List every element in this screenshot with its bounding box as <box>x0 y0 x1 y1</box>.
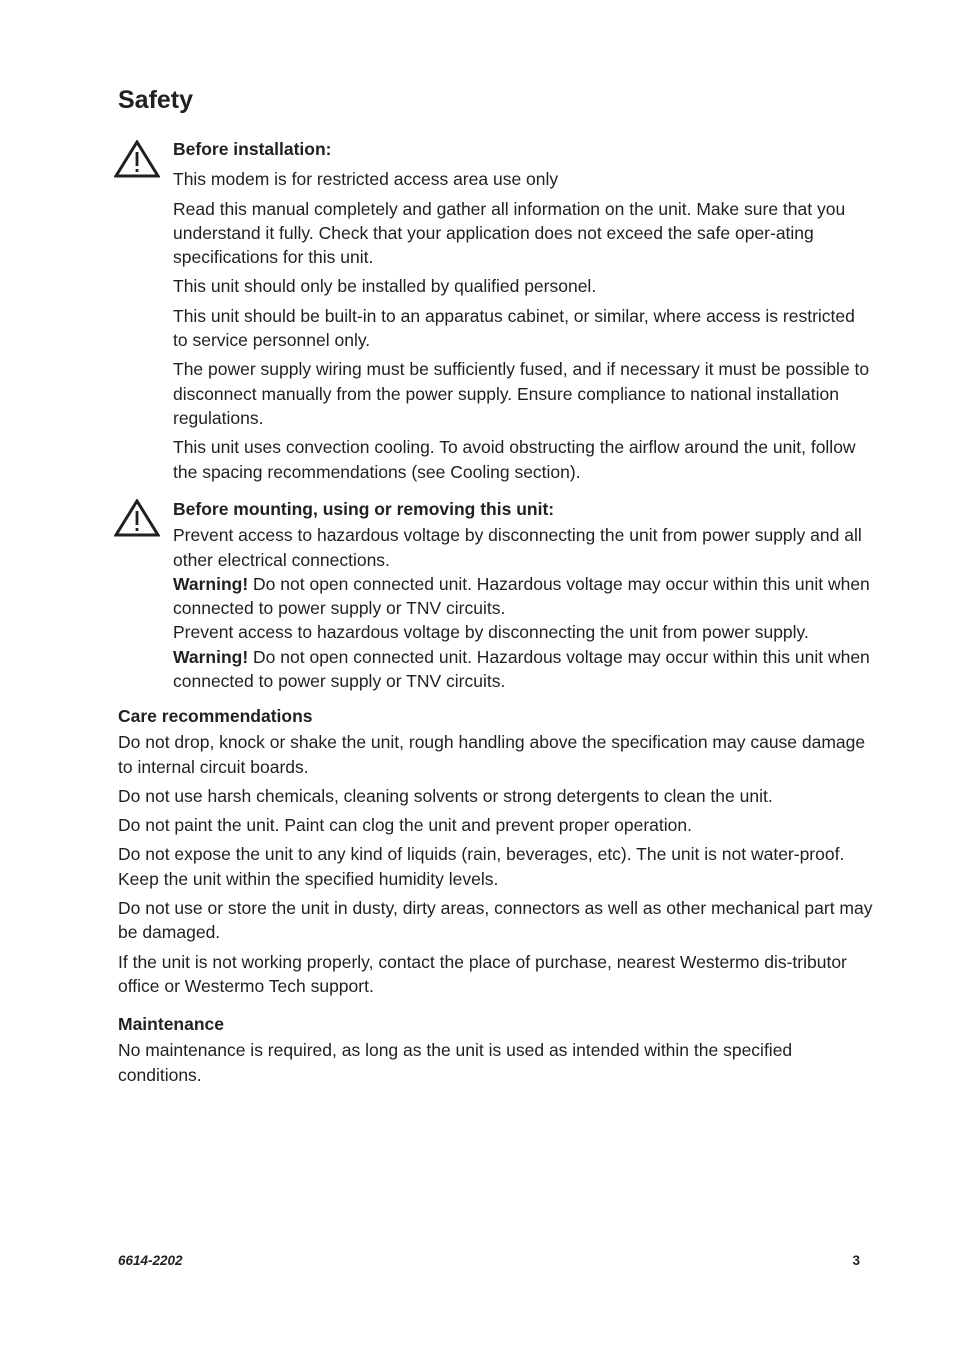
before-mounting-block <box>173 497 873 693</box>
care-section <box>118 704 873 1003</box>
paragraph: Prevent access to hazardous voltage by disconnecting the unit from power supply and all other electrical connections. <box>173 525 862 570</box>
paragraph: The power supply wiring must be sufficiently fused, and if necessary it must be possible to disconnect manually from the power supply. Ensure compliance to national installation regulations. <box>173 359 870 428</box>
warning-paragraph <box>173 572 873 621</box>
doc-number: 6614-2202 <box>118 1253 183 1268</box>
maintenance-heading: Maintenance <box>118 1014 224 1034</box>
warning-triangle-icon <box>114 499 160 537</box>
paragraph: No maintenance is required, as long as the unit is used as intended within the specified conditions. <box>118 1040 793 1085</box>
maintenance-section <box>118 1012 873 1092</box>
paragraph: Do not use or store the unit in dusty, dirty areas, connectors as well as other mechanical part may be damaged. <box>118 898 873 943</box>
paragraph: Do not drop, knock or shake the unit, rough handling above the specification may cause damage to internal circuit boards. <box>118 732 866 777</box>
paragraph: This modem is for restricted access area use only <box>173 169 559 190</box>
paragraph: Prevent access to hazardous voltage by disconnecting the unit from power supply. <box>173 622 809 643</box>
paragraph: If the unit is not working properly, contact the place of purchase, nearest Westermo dis-tributor office or Westermo Tech support. <box>118 951 847 996</box>
page-title: Safety <box>118 86 194 114</box>
page-number: 3 <box>852 1253 860 1268</box>
paragraph: Do not expose the unit to any kind of liquids (rain, beverages, etc). The unit is not water-proof. Keep the unit within the specified humidity levels. <box>118 844 845 889</box>
warning-triangle-icon <box>114 140 160 178</box>
paragraph: Do not use harsh chemicals, cleaning solvents or strong detergents to clean the unit. <box>118 785 773 806</box>
paragraph: This unit should only be installed by qualified personel. <box>173 276 597 297</box>
warning-label: Warning! <box>173 573 249 594</box>
before-installation-heading: Before installation: <box>173 139 332 159</box>
paragraph: Do not paint the unit. Paint can clog the unit and prevent proper operation. <box>118 815 692 836</box>
paragraph: Read this manual completely and gather all information on the unit. Make sure that you understand it fully. Check that your application does not exceed the safe oper-ating specifications for this unit. <box>173 198 846 268</box>
before-mounting-heading: Before mounting, using or removing this unit: <box>173 499 555 519</box>
paragraph: This unit should be built-in to an apparatus cabinet, or similar, where access is restricted to service personnel only. <box>173 305 855 351</box>
care-heading: Care recommendations <box>118 706 313 726</box>
warning-paragraph <box>173 645 873 694</box>
warning-label: Warning! <box>173 646 249 667</box>
before-installation-block <box>173 137 873 489</box>
paragraph: This unit uses convection cooling. To avoid obstructing the airflow around the unit, follow the spacing recommendations (see Cooling section). <box>173 437 856 482</box>
warning-text: Do not open connected unit. Hazardous voltage may occur within this unit when connected to power supply or TNV circuits. <box>173 646 870 692</box>
warning-text: Do not open connected unit. Hazardous voltage may occur within this unit when connected to power supply or TNV circuits. <box>173 573 870 619</box>
